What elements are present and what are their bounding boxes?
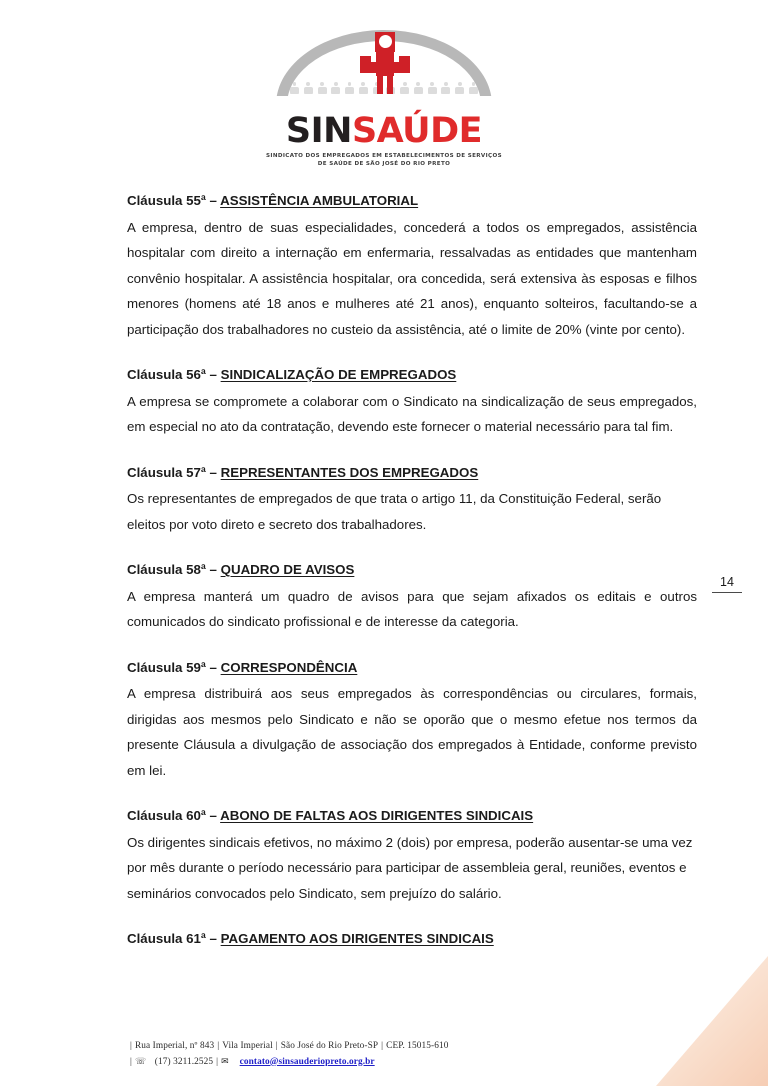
person-icon bbox=[318, 82, 327, 96]
clause-body: A empresa manterá um quadro de avisos para que sejam afixados os editais e outros comunicados do sindicato profissional e de interesse da categoria. bbox=[127, 588, 697, 629]
medical-cross-icon bbox=[360, 30, 410, 96]
footer-district: Vila Imperial bbox=[222, 1041, 273, 1051]
footer-separator: | bbox=[130, 1056, 132, 1067]
person-icon bbox=[290, 82, 299, 96]
clause-58 bbox=[127, 557, 697, 635]
clause-61 bbox=[127, 926, 697, 952]
person-icon bbox=[441, 82, 450, 96]
clause-heading bbox=[127, 460, 697, 486]
footer-separator: | bbox=[275, 1041, 278, 1051]
footer-cep: CEP. 15015-610 bbox=[386, 1041, 449, 1051]
footer-contact-line bbox=[127, 1055, 687, 1071]
organization-logo bbox=[0, 24, 768, 168]
clause-title: QUADRO DE AVISOS bbox=[220, 562, 355, 577]
logo-word-sin: SIN bbox=[285, 111, 352, 151]
clause-body: A empresa se compromete a colaborar com o Sindicato na sindicalização de seus empregados, em especial no ato da contratação, devendo este fornecer o material necessário para tal fim. bbox=[127, 393, 697, 434]
logo-wordmark bbox=[285, 111, 483, 151]
clause-heading bbox=[127, 362, 697, 388]
person-icon bbox=[455, 82, 464, 96]
clause-59 bbox=[127, 655, 697, 784]
clause-55 bbox=[127, 188, 697, 342]
phone-icon: ☏ bbox=[134, 1056, 147, 1067]
clause-57 bbox=[127, 460, 697, 538]
logo-tagline-line-1: SINDICATO DOS EMPREGADOS EM ESTABELECIMENTOS DE SERVIÇOS bbox=[266, 153, 502, 159]
clause-title: REPRESENTANTES DOS EMPREGADOS bbox=[220, 464, 479, 480]
clause-heading bbox=[127, 803, 697, 829]
person-icon bbox=[304, 82, 313, 96]
clause-label: Cláusula 58ª – bbox=[127, 562, 221, 577]
document-content bbox=[127, 188, 697, 953]
clause-title: PAGAMENTO AOS DIRIGENTES SINDICAIS bbox=[220, 931, 494, 946]
page-footer bbox=[127, 1039, 687, 1070]
person-icon bbox=[345, 82, 354, 96]
clause-label: Cláusula 61ª – bbox=[127, 931, 221, 946]
clause-body: A empresa distribuirá aos seus empregados às correspondências ou circulares, formais, dirigidas aos mesmos pelo Sindicato e não se oporão que o mesmo efetue nos termos da presente Cláusula a divulgação de associação dos empregados à Entidade, conforme previsto em lei. bbox=[127, 686, 697, 778]
page-number bbox=[708, 575, 746, 593]
email-icon: ✉ bbox=[221, 1056, 229, 1067]
footer-separator: | bbox=[217, 1041, 220, 1051]
footer-address-line bbox=[127, 1039, 687, 1055]
clause-label: Cláusula 55ª – bbox=[127, 193, 221, 208]
page-number-value: 14 bbox=[720, 575, 734, 589]
logo-word-saude: SAÚDE bbox=[351, 111, 483, 151]
clause-title: SINDICALIZAÇÃO DE EMPREGADOS bbox=[220, 367, 457, 382]
logo-tagline-line-2: DE SAÚDE DE SÃO JOSÉ DO RIO PRETO bbox=[317, 161, 451, 168]
clause-body: A empresa, dentro de suas especialidades, concederá a todos os empregados, assistência hospitalar com direito a internação em enfermaria, ressalvadas as entidades que mantenham convênio hospitalar. A assistência hospitalar, ora concedida, será extensiva às esposas e filhos menores (homens até 18 anos e mulheres até 21 anos), enquanto solteiros, facultando-se a participação dos trabalhadores no custeio da assistência, até o limite de 20% (vinte por cento). bbox=[127, 219, 697, 337]
footer-city: São José do Rio Preto-SP bbox=[280, 1041, 379, 1051]
clause-title: ASSISTÊNCIA AMBULATORIAL bbox=[220, 193, 419, 208]
person-icon bbox=[469, 82, 478, 96]
footer-phone: (17) 3211.2525 bbox=[154, 1056, 214, 1067]
clause-56 bbox=[127, 362, 697, 440]
logo-tagline bbox=[266, 152, 502, 168]
clause-body: Os dirigentes sindicais efetivos, no máximo 2 (dois) por empresa, poderão ausentar-se uma vez por mês durante o período necessário para participar de assembleia geral, reuniões, eventos e seminários convocados pelo Sindicato, sem prejuízo do salário. bbox=[127, 834, 693, 901]
clause-label: Cláusula 56ª – bbox=[127, 367, 221, 382]
page-number-rule bbox=[712, 592, 742, 593]
person-icon bbox=[428, 82, 437, 96]
clause-label: Cláusula 57ª – bbox=[127, 464, 221, 480]
clause-label: Cláusula 59ª – bbox=[127, 659, 221, 675]
logo-mark bbox=[264, 24, 504, 116]
footer-street: Rua Imperial, nº 843 bbox=[134, 1041, 215, 1051]
clause-body: Os representantes de empregados de que trata o artigo 11, da Constituição Federal, serão eleitos por voto direto e secreto dos trabalhadores. bbox=[127, 491, 662, 532]
person-icon bbox=[414, 82, 423, 96]
clause-heading bbox=[127, 655, 697, 681]
clause-60 bbox=[127, 803, 697, 906]
clause-heading bbox=[127, 926, 697, 952]
clause-title: ABONO DE FALTAS AOS DIRIGENTES SINDICAIS bbox=[220, 808, 534, 823]
clause-label: Cláusula 60ª – bbox=[127, 808, 221, 823]
footer-separator: | bbox=[381, 1041, 384, 1051]
footer-separator: | bbox=[130, 1041, 132, 1051]
clause-title: CORRESPONDÊNCIA bbox=[220, 659, 358, 675]
person-icon bbox=[331, 82, 340, 96]
clause-heading bbox=[127, 557, 697, 583]
footer-separator: | bbox=[216, 1056, 219, 1067]
footer-email-link[interactable]: contato@sinsauderiopreto.org.br bbox=[239, 1056, 375, 1067]
clause-heading bbox=[127, 188, 697, 214]
